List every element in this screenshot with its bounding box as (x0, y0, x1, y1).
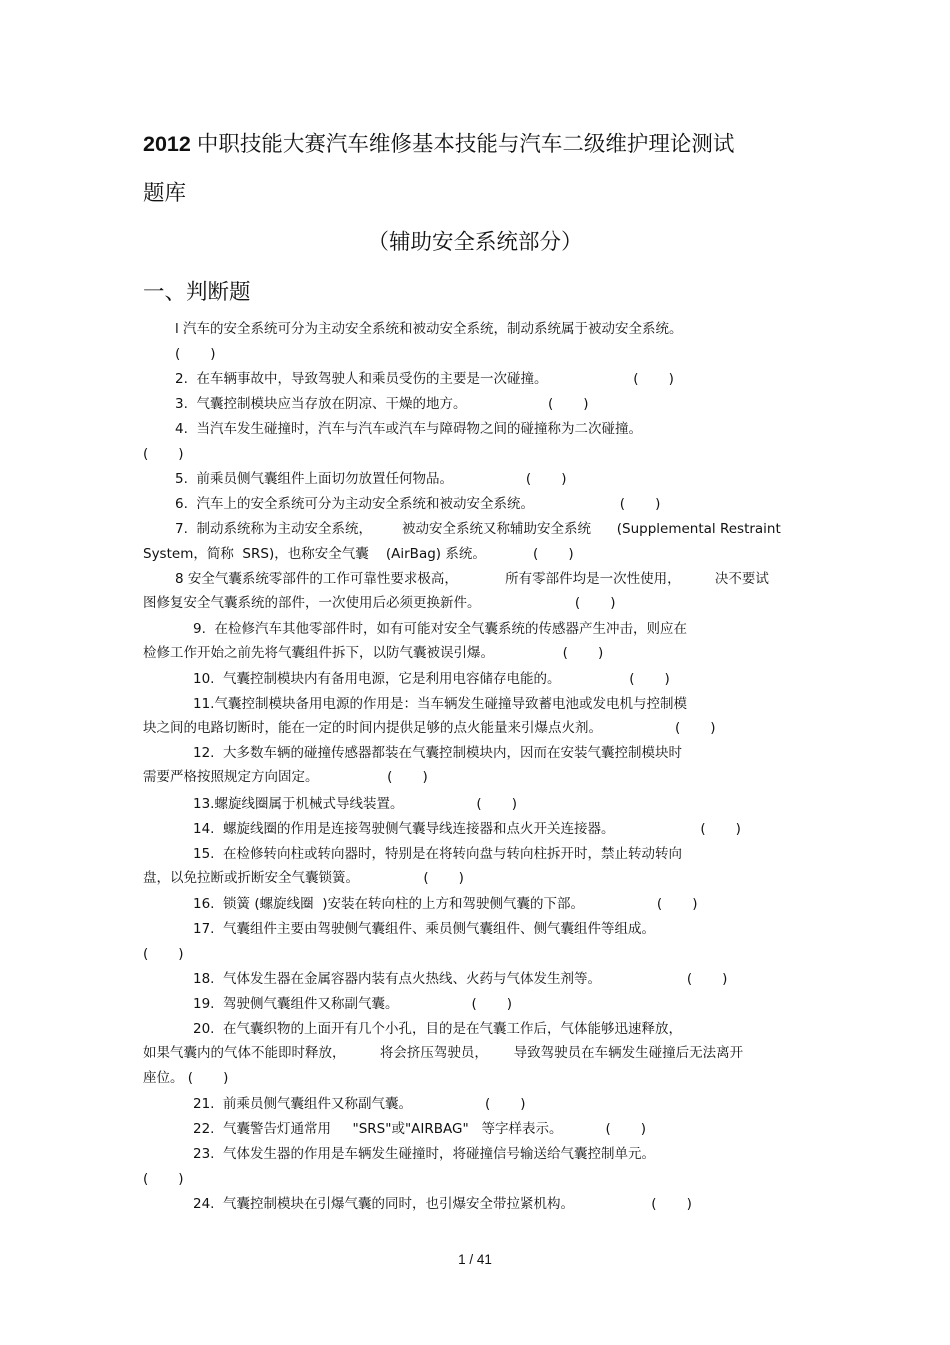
section-heading: 一、判断题 (143, 280, 251, 305)
question-line: l 汽车的安全系统可分为主动安全系统和被动安全系统，制动系统属于被动安全系统。 (175, 321, 683, 337)
question-line: 9. 在检修汽车其他零部件时，如有可能对安全气囊系统的传感器产生冲击，则应在 (193, 621, 687, 637)
question-line: 20. 在气囊织物的上面开有几个小孔，目的是在气囊工作后，气体能够迅速释放， (193, 1021, 683, 1037)
question-line: 13.螺旋线圈属于机械式导线装置。 ( ) (193, 796, 517, 812)
question-line: 图修复安全气囊系统的部件，一次使用后必须更换新件。 ( ) (143, 595, 616, 611)
question-line: 盘，以免拉断或折断安全气囊锁簧。 ( ) (143, 870, 464, 886)
question-line: 需要严格按照规定方向固定。 ( ) (143, 769, 428, 785)
question-line: 12. 大多数车辆的碰撞传感器都装在气囊控制模块内，因而在安装气囊控制模块时 (193, 745, 683, 761)
question-line: 3. 气囊控制模块应当存放在阴凉、干燥的地方。 ( ) (175, 396, 589, 412)
question-line: 11.气囊控制模块备用电源的作用是：当车辆发生碰撞导致蓄电池或发电机与控制模 (193, 696, 687, 712)
question-line: 座位。 ( ) (143, 1070, 229, 1086)
question-line: 10. 气囊控制模块内有备用电源，它是利用电容储存电能的。 ( ) (193, 671, 670, 687)
question-line: 15. 在检修转向柱或转向器时，特别是在将转向盘与转向柱拆开时，禁止转动转向 (193, 846, 683, 862)
question-line: 23. 气体发生器的作用是车辆发生碰撞时，将碰撞信号输送给气囊控制单元。 (193, 1146, 656, 1162)
page-number: 1 / 41 (458, 1252, 492, 1267)
question-line: 18. 气体发生器在金属容器内装有点火热线、火药与气体发生剂等。 ( ) (193, 971, 728, 987)
question-line: ( ) (143, 946, 184, 962)
question-line: 4. 当汽车发生碰撞时，汽车与汽车或汽车与障碍物之间的碰撞称为二次碰撞。 (175, 421, 642, 437)
question-line: 检修工作开始之前先将气囊组件拆下，以防气囊被误引爆。 ( ) (143, 645, 604, 661)
question-line: 16. 锁簧 (螺旋线圈 )安装在转向柱的上方和驾驶侧气囊的下部。 ( ) (193, 896, 698, 912)
question-line: 5. 前乘员侧气囊组件上面切勿放置任何物品。 ( ) (175, 471, 567, 487)
question-line: 如果气囊内的气体不能即时释放， 将会挤压驾驶员， 导致驾驶员在车辆发生碰撞后无法离开 (143, 1045, 744, 1061)
question-line: 22. 气囊警告灯通常用 "SRS"或"AIRBAG" 等字样表示。 ( ) (193, 1121, 647, 1137)
question-line: 7. 制动系统称为主动安全系统， 被动安全系统又称辅助安全系统 (Supplemental Restraint (175, 521, 781, 537)
question-line: 8 安全气囊系统零部件的工作可靠性要求极高， 所有零部件均是一次性使用， 决不要试 (175, 571, 769, 587)
question-line: ( ) (175, 346, 216, 362)
question-line: ( ) (143, 446, 184, 462)
question-line: 2. 在车辆事故中，导致驾驶人和乘员受伤的主要是一次碰撞。 ( ) (175, 371, 674, 387)
title-text: 中职技能大赛汽车维修基本技能与汽车二级维护理论测试 (196, 132, 735, 157)
question-line: 17. 气囊组件主要由驾驶侧气囊组件、乘员侧气囊组件、侧气囊组件等组成。 (193, 921, 656, 937)
question-line: 19. 驾驶侧气囊组件又称副气囊。 ( ) (193, 996, 513, 1012)
document-title (143, 130, 863, 159)
title-year: 2012 (143, 132, 191, 156)
question-line: ( ) (143, 1171, 184, 1187)
question-line: 块之间的电路切断时，能在一定的时间内提供足够的点火能量来引爆点火剂。 ( ) (143, 720, 716, 736)
question-line: System，简称 SRS)，也称安全气囊 (AirBag) 系统。 ( ) (143, 546, 574, 562)
question-line: 24. 气囊控制模块在引爆气囊的同时，也引爆安全带拉紧机构。 ( ) (193, 1196, 692, 1212)
question-line: 14. 螺旋线圈的作用是连接驾驶侧气囊导线连接器和点火开关连接器。 ( ) (193, 821, 741, 837)
question-line: 6. 汽车上的安全系统可分为主动安全系统和被动安全系统。 ( ) (175, 496, 661, 512)
question-line: 21. 前乘员侧气囊组件又称副气囊。 ( ) (193, 1096, 526, 1112)
document-title-continued: 题库 (143, 181, 187, 206)
document-subtitle: （辅助安全系统部分） (367, 230, 583, 255)
